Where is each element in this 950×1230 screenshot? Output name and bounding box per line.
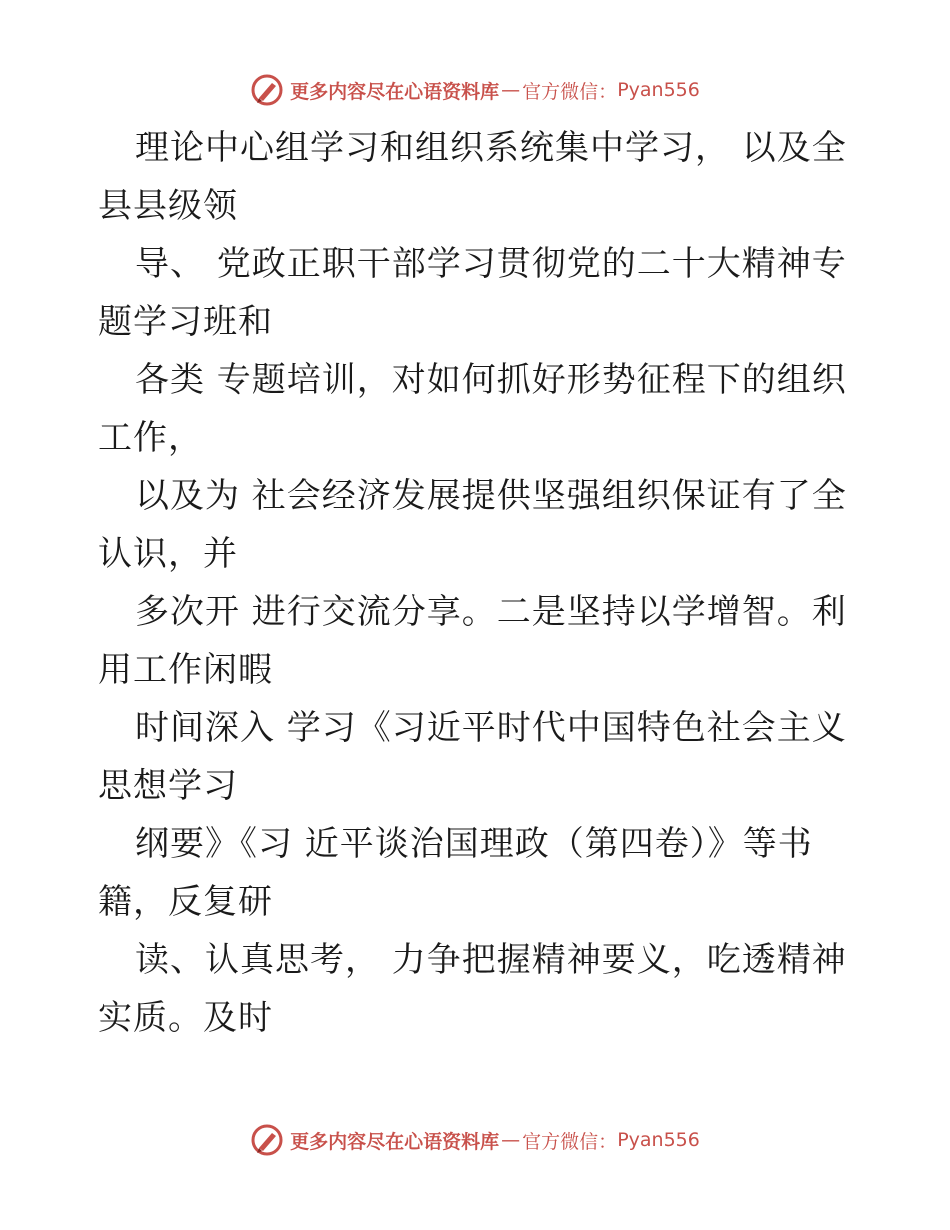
watermark-title: 更多内容尽在心语资料库 [290, 1130, 500, 1153]
paragraph-3-line-1: 各类 专题培训，对如何抓好形势征程下的组织 [135, 360, 847, 400]
paragraph-2-line-2: 题学习班和 [98, 302, 273, 342]
paragraph-6-line-2: 思想学习 [98, 766, 238, 806]
paragraph-6-line-1: 时间深入 学习《习近平时代中国特色社会主义 [135, 708, 847, 748]
watermark-wechat-id: Pyan556 [617, 79, 700, 101]
watermark-title: 更多内容尽在心语资料库 [290, 80, 500, 103]
paragraph-4-line-2: 认识，并 [98, 534, 238, 574]
watermark-separator: — [501, 79, 521, 101]
paragraph-1-line-1: 理论中心组学习和组织系统集中学习， 以及全 [135, 128, 847, 168]
paragraph-5-line-2: 用工作闲暇 [98, 650, 273, 690]
pen-logo-icon [250, 1123, 284, 1157]
watermark-wechat-id: Pyan556 [617, 1129, 700, 1151]
paragraph-4-line-1: 以及为 社会经济发展提供坚强组织保证有了全 [135, 476, 847, 516]
header-watermark [0, 70, 950, 110]
paragraph-3-line-2: 工作， [98, 418, 203, 458]
paragraph-1-line-2: 县县级领 [98, 186, 238, 226]
paragraph-8-line-1: 读、认真思考， 力争把握精神要义，吃透精神 [135, 940, 847, 980]
watermark-official-label: 官方微信： [522, 80, 618, 103]
paragraph-2-line-1: 导、 党政正职干部学习贯彻党的二十大精神专 [135, 244, 847, 284]
watermark-official-label: 官方微信： [522, 1130, 618, 1153]
footer-watermark [0, 1120, 950, 1160]
paragraph-7-line-2: 籍，反复研 [98, 882, 273, 922]
paragraph-5-line-1: 多次开 进行交流分享。二是坚持以学增智。利 [135, 592, 847, 632]
pen-logo-icon [250, 73, 284, 107]
paragraph-8-line-2: 实质。及时 [98, 998, 273, 1038]
watermark-separator: — [501, 1129, 521, 1151]
paragraph-7-line-1: 纲要》《习 近平谈治国理政（第四卷）》等书 [135, 824, 813, 864]
